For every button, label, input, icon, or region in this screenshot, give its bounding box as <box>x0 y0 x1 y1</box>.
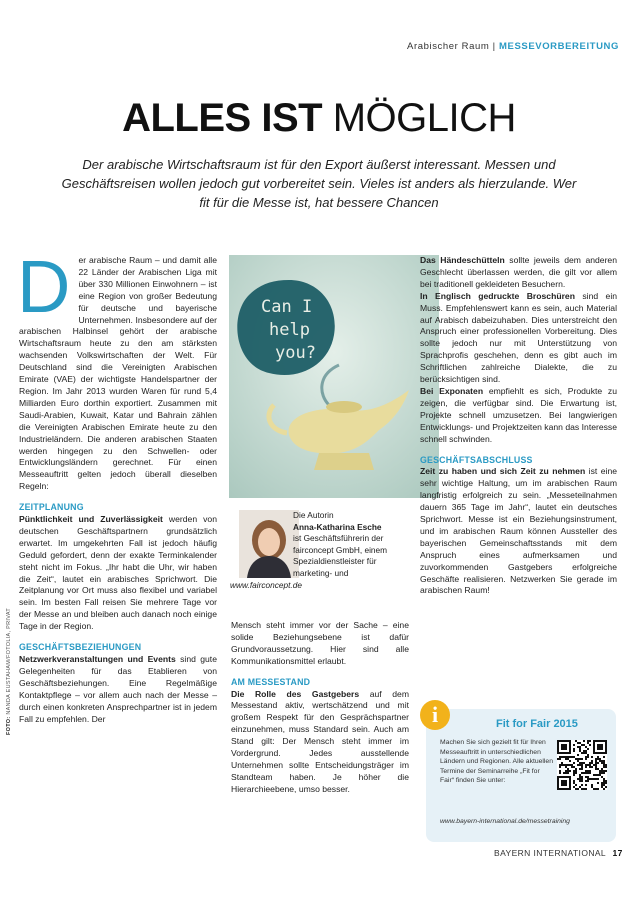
title-bold: ALLES IST <box>122 96 323 140</box>
paragraph-text: ist eine sehr wichtige Haltung, um im arabischen Raum langfristig erfolgreich zu sein. „Messeteilnahmen dauern 365 Tage im Jahr“, lautet ein deutsches Sprichwort. Messe ist ein Beziehungsinstrument, und im arabischen Raum können Aussteller des bayerischen Gemeinschaftsstands mit dem Anspruch eines aufmerksamen und zuvorkommenden Gastgebers erfolgreiche Geschäfte realisieren. Netzwerken Sie gerade im arabischen Raum! <box>420 466 618 596</box>
heading-geschaeftsabschluss: GESCHÄFTSABSCHLUSS <box>420 454 533 465</box>
paragraph-lead: Bei Exponaten <box>420 385 484 396</box>
paragraph-text: empfiehlt es sich, Produkte zu zeigen, die verfügbar sind. Die Erwartung ist, Projekte schnell umzusetzen. Bei langwierigen Entwicklungs- und Projektzeiten kann das Interesse schnell schwinden. <box>420 385 617 444</box>
author-links <box>230 580 410 592</box>
paragraph-text: werden von deutschen Geschäftspartnern grundsätzlich erwartet. Im umgekehrten Fall ist jedoch häufig Geduld gefordert, denn der exakte Terminkalender steht nicht im Fokus. „Ihr habt die Uhr, wir haben die Zeit“, lautet ein arabisches Sprichwort. Die Zeitplanung vor Ort muss also flexibel und variabel sein. Im besten Fall reisen Sie mehrere Tage vor der Messe an und bleiben auch danach noch einige Tage in der Region. <box>19 514 217 632</box>
author-bio <box>293 510 411 533</box>
paragraph-lead: Pünktlichkeit und Zuverlässigkeit <box>19 514 163 525</box>
column-2 <box>231 620 409 796</box>
heading-zeitplanung: ZEITPLANUNG <box>19 502 84 513</box>
paragraph-continued: Mensch steht immer vor der Sache – eine solide Beziehungsebene ist dafür Grundvoraussetzung. Hier sind alle Kommunikationsmittel erlaubt. <box>231 620 409 666</box>
paragraph-geschaeftsbeziehungen <box>19 654 217 725</box>
author-intro: Die Autorin <box>293 510 334 520</box>
paragraph-text: sind gute Gelegenheiten für das Etablieren von Geschäftsbeziehungen. Eine Regelmäßige Kontaktpflege – vor allem auch nach der Messe – durch einen konkreten Ansprechpartner ist in jedem Fall zu empfehlen. Der <box>19 654 217 724</box>
paragraph-lead: Zeit zu haben und sich Zeit zu nehmen <box>420 466 586 477</box>
running-header <box>407 41 619 52</box>
footer-magazine: BAYERN INTERNATIONAL <box>494 848 606 858</box>
drop-cap: D <box>17 245 71 328</box>
header-separator: | <box>492 41 496 52</box>
paragraph-lead: Die Rolle des Gastgebers <box>231 688 360 699</box>
author-link[interactable]: www.fairconcept.de <box>230 580 302 590</box>
author-description <box>293 533 411 579</box>
svg-text:help: help <box>269 320 310 340</box>
paragraph-lead: Netzwerkveranstaltungen und Events <box>19 654 176 664</box>
title-light: MÖGLICH <box>332 96 516 140</box>
qr-code-graphic <box>557 740 607 790</box>
qr-code-icon[interactable] <box>557 740 607 790</box>
photo-credit <box>6 608 12 735</box>
header-section: Arabischer Raum <box>407 41 490 52</box>
heading-am-messestand: AM MESSESTAND <box>231 676 311 687</box>
page-footer <box>494 848 623 858</box>
paragraph-text: sollte jeweils dem anderen Geschlecht überlassen werden, die gilt vor allem bei traditionell gekleideten Besuchern. <box>420 255 617 289</box>
svg-text:Can I: Can I <box>261 297 313 317</box>
paragraph-geschaeftsabschluss <box>420 466 617 597</box>
svg-text:you?: you? <box>275 343 316 363</box>
info-icon: i <box>420 700 450 730</box>
paragraph-am-messestand <box>231 689 409 796</box>
lamp-graphic <box>229 255 439 498</box>
heading-geschaeftsbeziehungen: GESCHÄFTSBEZIEHUNGEN <box>19 642 142 653</box>
lamp-illustration <box>229 255 439 498</box>
author-portrait-icon <box>239 510 299 578</box>
header-category: MESSEVORBEREITUNG <box>499 41 619 52</box>
paragraph-lead: In Englisch gedruckte Broschüren <box>420 290 575 301</box>
paragraph-text: sind ein Muss. Empfehlenswert kann es sein, auch Material auf Arabisch dabeizuhaben. Dies unterstreicht den Anspruch einer professionellen Vorbereitung. Dies sollte jedoch nur mit Unterstützung von Sprachprofis geschehen, denn es gibt auch im Schriftlichen zahlreiche Dialekte, die zu berücksichtigen sind. <box>420 290 618 385</box>
lead-paragraph: Der arabische Wirtschaftsraum ist für den Export äußerst interessant. Messen und Geschäftsreisen wollen jedoch gut vorbereitet sein. Vieles ist anders als hierzulande. Wer fit für die Messe ist, hat bessere Chancen <box>61 157 577 210</box>
column-3 <box>420 255 617 597</box>
author-name: Anna-Katharina Esche <box>293 521 382 532</box>
photo-credit-text: NANDA EUSTAHAM/FOTOLIA, PRIVAT <box>6 607 12 715</box>
paragraph-haendeschuetteln <box>420 255 617 291</box>
intro-text: er arabische Raum – und damit alle 22 Länder der Arabischen Liga mit über 330 Millionen Einwohnern – ist eine Region von großer Bedeutung für deutsche und bayerische Unternehmen. Insbesondere auf der arabischen Halbinsel gehört der arabische Wirtschaftsraum heute zu den am stärksten wachsenden Volkswirtschaften der Welt. Für Deutschland sind die Vereinigten Arabischen Emirate (VAE) der wichtigste Handelspartner der Region. Im Jahr 2013 wurden Waren für rund 5,4 Milliarden Euro dorthin exportiert. Zusammen mit Saudi-Arabien, Kuwait, Katar und Bahrain zählen die Vereinigten Arabischen Emirate heute zu den Industrieländern. Die anderen arabischen Staaten werden hingegen zu den Schwellen- oder Entwicklungsländern gerechnet. Für einen Messeauftritt gelten jedoch überall dieselben Regeln: <box>19 255 217 492</box>
paragraph-exponate <box>420 386 617 446</box>
page-number: 17 <box>612 848 623 858</box>
author-text: ist Geschäftsführerin der fairconcept GmbH, einem Spezialdienstleister für marketing- und <box>293 533 388 578</box>
paragraph-lead: Das Händeschütteln <box>420 255 505 265</box>
column-1 <box>17 245 217 725</box>
author-photo <box>239 510 299 578</box>
paragraph-zeitplanung <box>19 514 217 633</box>
page-title <box>0 96 638 141</box>
photo-credit-label: FOTO: <box>6 716 12 735</box>
info-box-link[interactable]: www.bayern-international.de/messetraining <box>440 818 570 825</box>
info-box-text: Machen Sie sich gezielt fit für Ihren Messeauftritt in unterschiedlichen Ländern und Regionen. Alle aktuellen Termine der Seminarreihe „Fit for Fair“ finden Sie unter: <box>440 739 553 785</box>
paragraph-text: auf dem Messestand aktiv, wertschätzend und mit großem Respekt für den Gesprächspartner einzunehmen, muss Standard sein. Auch am Stand gilt: Der Mensch steht immer im Vordergrund. Jedes ausstellende Unternehmen sollte Entscheidungsträger im Standteam haben. Je höher die Hierarchieebene, umso besser. <box>231 688 409 794</box>
info-box-title: Fit for Fair 2015 <box>496 718 578 730</box>
paragraph-broschueren <box>420 291 617 386</box>
